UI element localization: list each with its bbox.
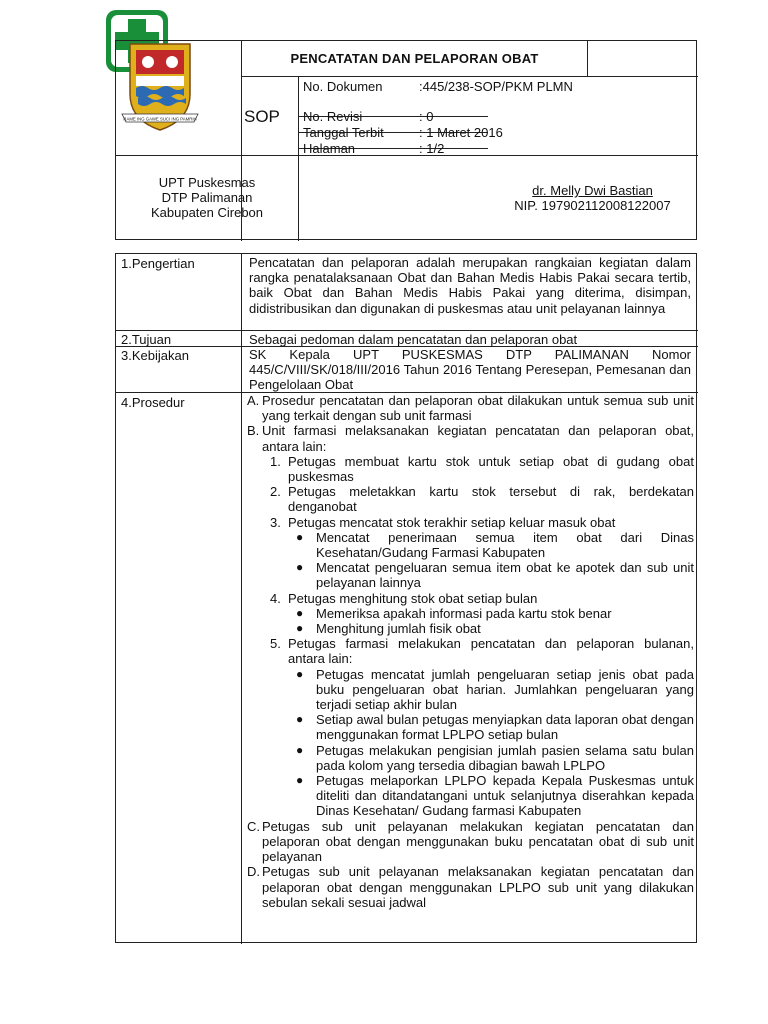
document-title: PENCATATAN DAN PELAPORAN OBAT [290, 51, 539, 66]
bullet-text: Petugas mencatat jumlah pengeluaran setiap jenis obat pada buku pengeluaran obat harian. Jumlahkan pengeluaran yang terjadi setiap akhir bulan [316, 666, 694, 713]
bullet-text: Petugas melakukan pengisian jumlah pasien selama satu bulan pada kolom yang tersedia dibagian bawah LPLPO [316, 742, 694, 773]
prosedur-list [244, 393, 694, 910]
bullet-icon: ● [296, 529, 304, 544]
list-marker: 4. [270, 590, 281, 606]
bullet-icon: ● [296, 621, 304, 636]
list-item [244, 515, 694, 530]
list-marker: 5. [270, 636, 281, 652]
list-text: Petugas menghitung stok obat setiap bulan [288, 590, 538, 606]
list-item [244, 423, 694, 453]
section-text-tujuan: Sebagai pedoman dalam pencatatan dan pelaporan obat [249, 332, 578, 347]
list-marker: C. [247, 818, 260, 834]
institution-line: DTP Palimanan [161, 190, 253, 205]
bullet-item [244, 667, 694, 713]
bullet-text: Setiap awal bulan petugas menyiapkan data laporan obat dengan menggunakan format LPLPO setiap bulan [316, 712, 695, 743]
section-label-pengertian: 1.Pengertian [121, 256, 195, 271]
list-marker: 2. [270, 484, 281, 500]
list-text: Petugas sub unit pelayanan melaksanakan kegiatan pencatatan dan pelaporan obat dengan menggunakan LPLPO sub unit yang dilakukan sebulan sekali sesuai jadwal [262, 864, 694, 910]
bullet-icon: ● [296, 742, 304, 757]
list-text: Petugas membuat kartu stok untuk setiap obat di gudang obat puskesmas [288, 453, 694, 485]
signatory-nip: NIP. 197902112008122007 [514, 198, 671, 213]
list-item [244, 393, 694, 423]
bullet-icon: ● [296, 560, 304, 575]
list-item [244, 454, 694, 484]
bullet-item [244, 621, 694, 636]
section-label-tujuan: 2.Tujuan [121, 332, 172, 347]
list-item [244, 591, 694, 606]
meta-value-halaman: : 1/2 [419, 141, 445, 156]
bullet-text: Mencatat penerimaan semua item obat dari Dinas Kesehatan/Gudang Farmasi Kabupaten [316, 529, 694, 561]
list-marker: A. [247, 393, 260, 408]
list-marker: 3. [270, 514, 281, 530]
institution-line: Kabupaten Cirebon [150, 205, 264, 220]
bullet-item [244, 606, 694, 621]
header-table [115, 40, 697, 240]
bullet-text: Menghitung jumlah fisik obat [316, 621, 481, 637]
list-text: Petugas mencatat stok terakhir setiap keluar masuk obat [288, 514, 616, 530]
list-marker: B. [247, 423, 260, 439]
meta-label-tanggal: Tanggal Terbit [303, 125, 384, 140]
bullet-icon: ● [296, 712, 304, 727]
institution-block [116, 175, 298, 220]
bullet-item [244, 743, 694, 773]
bullet-icon: ● [296, 666, 304, 681]
list-item [244, 819, 694, 865]
meta-value-tanggal: : 1 Maret 2016 [419, 125, 503, 140]
bullet-text: Mencatat pengeluaran semua item obat ke apotek dan sub unit pelayanan lainnya [316, 560, 694, 591]
section-text-pengertian: Pencatatan dan pelaporan adalah merupakan rangkaian kegiatan dalam rangka penatalaksanaan Obat dan Bahan Medis Habis Pakai secara tertib, baik Obat dan Bahan Medis Habis Pakai yang diterima, disimpan, didistribusikan dan digunakan di puskesmas atau unit pelayanan lainnya [249, 255, 691, 316]
bullet-icon: ● [296, 773, 304, 788]
institution-line: UPT Puskesmas [158, 175, 256, 190]
list-text: Unit farmasi melaksanakan kegiatan pencatatan dan pelaporan obat, antara lain: [262, 423, 694, 454]
signature-block [490, 183, 695, 213]
meta-value-dokumen: :445/238-SOP/PKM PLMN [419, 79, 573, 94]
list-item [244, 864, 694, 910]
bullet-item [244, 560, 694, 590]
section-text-kebijakan: SK Kepala UPT PUSKESMAS DTP PALIMANAN Nomor 445/C/VIII/SK/018/III/2016 Tahun 2016 Tentang Peresepan, Pemesanan dan Pengelolaan Obat [249, 347, 691, 393]
signatory-name: dr. Melly Dwi Bastian [532, 183, 653, 198]
section-label-kebijakan: 3.Kebijakan [121, 348, 189, 363]
bullet-item [244, 773, 694, 819]
list-marker: D. [247, 864, 260, 880]
meta-value-revisi: : 0 [419, 109, 434, 124]
bullet-icon: ● [296, 605, 304, 620]
bullet-text: Petugas melaporkan LPLPO kepada Kepala Puskesmas untuk diteliti dan ditandatangani untuk selanjutnya diserahkan kepada Dinas Kesehatan/ Gudang farmasi Kabupaten [316, 773, 694, 819]
crest-motto: RAME ING GAWE SUCI ING PAMRIH [123, 116, 197, 122]
list-text: Petugas meletakkan kartu stok tersebut di rak, berdekatan denganobat [288, 484, 694, 515]
list-text: Petugas farmasi melakukan pencatatan dan pelaporan bulanan, antara lain: [288, 636, 694, 667]
meta-label-revisi: No. Revisi [303, 109, 363, 124]
list-text: Petugas sub unit pelayanan melakukan kegiatan pencatatan dan pelaporan obat dengan menggunakan buku pencatatan obat di sub unit pelayanan [262, 818, 694, 865]
list-item [244, 484, 694, 514]
bullet-item [244, 530, 694, 560]
sop-label: SOP [244, 107, 280, 126]
bullet-text: Memeriksa apakah informasi pada kartu stok benar [316, 605, 612, 621]
section-label-prosedur: 4.Prosedur [121, 395, 185, 410]
meta-label-dokumen: No. Dokumen [303, 79, 383, 94]
meta-label-halaman: Halaman [303, 141, 356, 156]
content-table [115, 253, 697, 943]
list-text: Prosedur pencatatan dan pelaporan obat dilakukan untuk semua sub unit yang terkait dengan sub unit farmasi [262, 393, 694, 424]
bullet-item [244, 712, 694, 742]
list-item [244, 636, 694, 666]
list-marker: 1. [270, 453, 281, 469]
